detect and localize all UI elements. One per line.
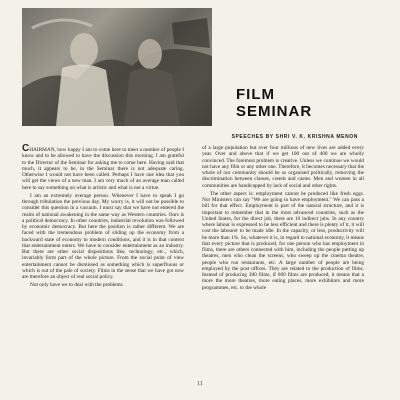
paragraph: I am an extremely average person. Whenever I have to speak I go through tribulation the previous day. My worry is, it will not be possible to consider this question in a vacuum. I must say that we have not entered the realm of national awakening in the same way as Western countries. Ours is a political democracy. In other countries, industrial revolution was followed by economic democracy. But here the position is rather different. We are faced with the tremendous problem of sliding up the economy from a backward state of economy to modern conditions, and it is in that context that entertainment enters. We have to consider entertainment as an industry. But there are other social dispositions like, technology, etc., which, invariably form part of the whole picture. From the social point of view entertainment cannot be dismissed as something which is superfluous or which is out of the pale of society. Films in the sense that we have got now are therefore an object of real social policy. — [22, 192, 184, 280]
paragraph: Not only have we to deal with the problems — [30, 282, 123, 289]
page-title — [236, 86, 356, 120]
paragraph: The other aspect is: employment cannot be produced like fresh eggs. Nor Ministers can say "We are going to have employment." We can pass a bill for that effect. Employment is part of the natural structure, and it is important to remember that in the most advanced countries, such as the United States, for the direct job, there are 10 indirect jobs. In any country where labour is expressed to be less efficient and there is plenty of it, it will cost the labourer to be made idle. In the capacity, or less, productivity will be more than 1%. So, whatever it is, in regard to national economy, it means that every picture that is produced, for one person who has employment in films, there are others connected with him, including the people putting up theatres, men who clean the screens, who sweep up the cinema theatre, people who run restaurants, etc. A large number of people are being employed by the post offices. They are related to the production of films. Instead of producing 300 films, if 600 films are produced, it means that a more the more theatres, more eating places, more exhibitors and more programmes, etc. to the whole — [202, 190, 364, 291]
right-text-column — [202, 145, 364, 293]
page-number: 11 — [197, 381, 203, 387]
photo-figures — [22, 8, 212, 126]
title-line-2: SEMINAR — [236, 103, 313, 120]
byline: SPEECHES BY SHRI V. K. KRISHNA MENON — [231, 134, 358, 140]
paragraph — [22, 145, 184, 191]
left-text-column — [22, 145, 184, 291]
title-line-1: FILM — [236, 86, 275, 103]
header-photograph — [22, 8, 212, 126]
paragraph-text: HAIRMAN, how happy I am to come here to meet a number of people I know and to be allowed to have the discussion this morning. I am grateful to the Director of the Seminar for asking me to come here. Having said that much, it appears to be, in the Seminar there is not adequate caring. Otherwise I would not have been called. Perhaps I have one idea that you will get the views of a new man. I am very much of an average man called here to say something on what is artistic and what is not a virtue. — [22, 147, 184, 191]
drop-cap: C — [22, 143, 30, 154]
paragraph: of a large population but over four millions of new lives are added every year. Over and above that if we get 100 out of 400 we are wholly convinced. The foremost problem is creative. Unless we continue we would not have any film or any other one. Therefore, it becomes necessary that the whole of our community should be so organised politically, removing the discrimination between classes, creeds and castes. Men and women in all communities are handicapped by lack of social and other rights. — [202, 145, 364, 189]
